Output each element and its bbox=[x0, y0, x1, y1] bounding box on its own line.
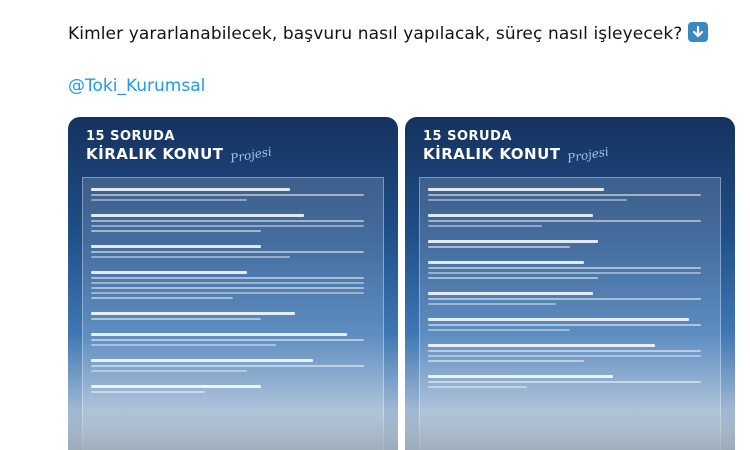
infographic-subtitle: 15 SORUDA bbox=[86, 129, 175, 144]
qa-item bbox=[428, 318, 712, 331]
skyline-image bbox=[405, 410, 735, 450]
qa-answer-line bbox=[91, 318, 261, 320]
qa-answer-line bbox=[428, 324, 701, 326]
qa-item bbox=[91, 359, 375, 372]
qa-answer-line bbox=[428, 386, 527, 388]
qa-item bbox=[428, 240, 712, 248]
qa-question-line bbox=[91, 271, 247, 274]
qa-item bbox=[428, 188, 712, 201]
qa-question-line bbox=[91, 188, 290, 191]
qa-question-line bbox=[428, 240, 598, 243]
qa-answer-line bbox=[91, 199, 247, 201]
qa-question-line bbox=[91, 385, 261, 388]
qa-question-line bbox=[428, 375, 613, 378]
qa-answer-line bbox=[91, 365, 364, 367]
qa-item bbox=[428, 344, 712, 362]
qa-answer-line bbox=[91, 282, 364, 284]
qa-answer-line bbox=[91, 251, 364, 253]
qa-answer-line bbox=[428, 267, 701, 269]
qa-item bbox=[91, 333, 375, 346]
qa-question-line bbox=[428, 261, 584, 264]
qa-answer-line bbox=[91, 292, 364, 294]
infographic-script: Projesi bbox=[228, 144, 273, 166]
qa-answer-line bbox=[428, 246, 570, 248]
qa-answer-line bbox=[428, 350, 701, 352]
qa-item bbox=[91, 245, 375, 258]
qa-answer-line bbox=[428, 194, 701, 196]
infographic-header bbox=[423, 129, 610, 166]
qa-answer-line bbox=[91, 220, 364, 222]
qa-answer-line bbox=[91, 391, 205, 393]
qa-answer-line bbox=[91, 344, 276, 346]
skyline-image bbox=[68, 410, 398, 450]
qa-answer-line bbox=[428, 220, 701, 222]
qa-question-line bbox=[91, 312, 295, 315]
infographic-title: KİRALIK KONUT bbox=[423, 145, 561, 163]
qa-question-line bbox=[428, 188, 604, 191]
qa-question-line bbox=[91, 245, 261, 248]
qa-question-line bbox=[428, 344, 655, 347]
qa-item bbox=[91, 214, 375, 232]
qa-item bbox=[428, 261, 712, 279]
qa-item bbox=[91, 188, 375, 201]
qa-answer-line bbox=[91, 287, 364, 289]
infographic-script: Projesi bbox=[565, 144, 610, 166]
qa-answer-line bbox=[91, 277, 364, 279]
infographic-title: KİRALIK KONUT bbox=[86, 145, 224, 163]
tweet-body-text: Kimler yararlanabilecek, başvuru nasıl yapılacak, süreç nasıl işleyecek? bbox=[68, 24, 683, 44]
qa-item bbox=[91, 312, 375, 320]
qa-answer-line bbox=[91, 230, 261, 232]
qa-answer-line bbox=[428, 298, 701, 300]
qa-answer-line bbox=[91, 256, 290, 258]
media-image-2[interactable] bbox=[405, 117, 735, 450]
qa-answer-line bbox=[91, 370, 247, 372]
qa-item bbox=[91, 271, 375, 299]
qa-question-line bbox=[428, 318, 689, 321]
qa-answer-line bbox=[428, 272, 701, 274]
qa-answer-line bbox=[428, 329, 570, 331]
media-image-1[interactable] bbox=[68, 117, 398, 450]
mention-link[interactable]: @Toki_Kurumsal bbox=[68, 76, 206, 96]
infographic-subtitle: 15 SORUDA bbox=[423, 129, 512, 144]
qa-answer-line bbox=[91, 339, 364, 341]
media-gallery bbox=[68, 117, 735, 450]
qa-answer-line bbox=[91, 225, 364, 227]
tweet-text bbox=[68, 22, 708, 44]
qa-answer-line bbox=[428, 277, 598, 279]
qa-answer-line bbox=[91, 297, 233, 299]
qa-answer-line bbox=[428, 303, 556, 305]
qa-answer-line bbox=[428, 225, 542, 227]
qa-question-line bbox=[91, 359, 313, 362]
down-arrow-icon bbox=[688, 22, 708, 42]
qa-question-line bbox=[428, 292, 593, 295]
qa-item bbox=[428, 292, 712, 305]
qa-answer-line bbox=[428, 360, 584, 362]
qa-question-line bbox=[91, 214, 304, 217]
qa-item bbox=[428, 375, 712, 388]
qa-question-line bbox=[428, 214, 593, 217]
qa-answer-line bbox=[428, 199, 627, 201]
infographic-header bbox=[86, 129, 273, 166]
qa-item bbox=[91, 385, 375, 393]
qa-item bbox=[428, 214, 712, 227]
qa-answer-line bbox=[428, 381, 701, 383]
qa-answer-line bbox=[91, 194, 364, 196]
qa-question-line bbox=[91, 333, 347, 336]
qa-answer-line bbox=[428, 355, 701, 357]
